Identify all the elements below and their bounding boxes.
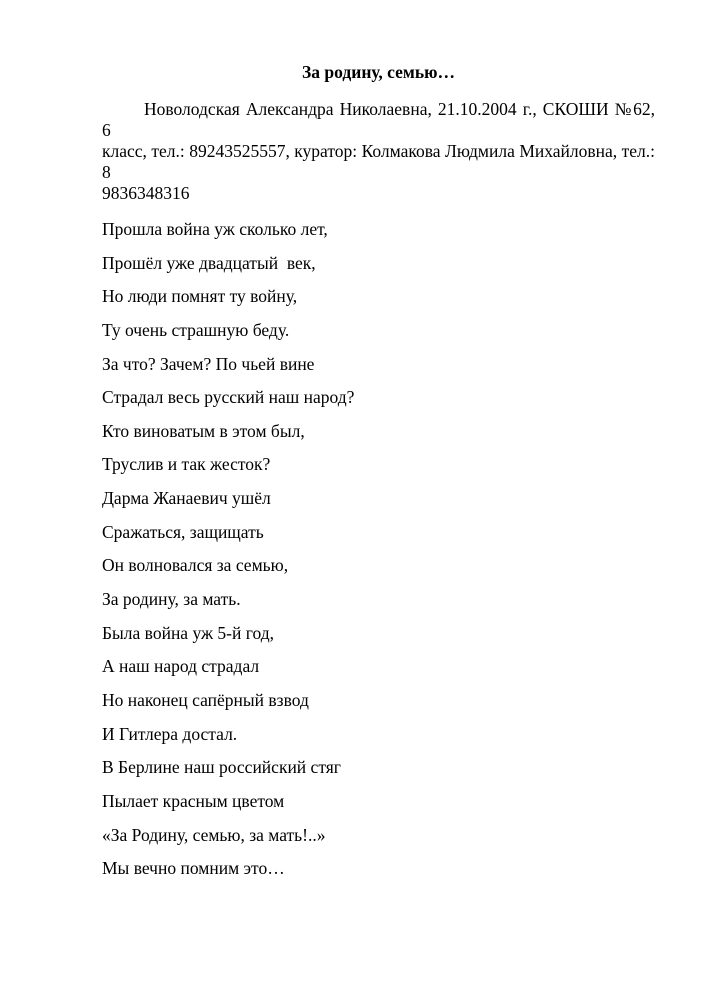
poem-line: За что? Зачем? По чьей вине [102, 353, 315, 374]
poem-line: Прошёл уже двадцатый век, [102, 252, 316, 273]
poem-line: Пылает красным цветом [102, 790, 285, 811]
poem-line: Страдал весь русский наш народ? [102, 387, 355, 408]
poem-line: И Гитлера достал. [102, 723, 238, 744]
author-info-line: класс, тел.: 89243525557, куратор: Колмакова Людмила Михайловна, тел.: 8 [102, 141, 660, 182]
poem-line: Но наконец сапёрный взвод [102, 689, 309, 710]
author-info-line: Новолодская Александра Николаевна, 21.10.2004 г., СКОШИ №62, 6 [102, 99, 660, 140]
poem-line: За родину, за мать. [102, 589, 241, 610]
author-info-line: 9836348316 [102, 183, 190, 203]
poem-line: Труслив и так жесток? [102, 454, 271, 475]
author-info-paragraph [102, 99, 660, 204]
poem-line: А наш народ страдал [102, 656, 260, 677]
poem-body [102, 213, 655, 886]
poem-line: Ту очень страшную беду. [102, 319, 290, 340]
poem-line: В Берлине наш российский стяг [102, 757, 341, 778]
poem-line: Мы вечно помним это… [102, 858, 285, 879]
poem-line: Дарма Жанаевич ушёл [102, 488, 271, 509]
poem-line: Была война уж 5-й год, [102, 622, 275, 643]
poem-line: Он волновался за семью, [102, 555, 289, 576]
document-title: За родину, семью… [302, 62, 455, 82]
poem-line: Но люди помнят ту войну, [102, 286, 298, 307]
poem-line: Прошла война уж сколько лет, [102, 219, 328, 239]
poem-line: Сражаться, защищать [102, 521, 264, 542]
poem-line: «За Родину, семью, за мать!..» [102, 824, 326, 845]
poem-line: Кто виноватым в этом был, [102, 420, 305, 441]
document-content [102, 62, 660, 886]
